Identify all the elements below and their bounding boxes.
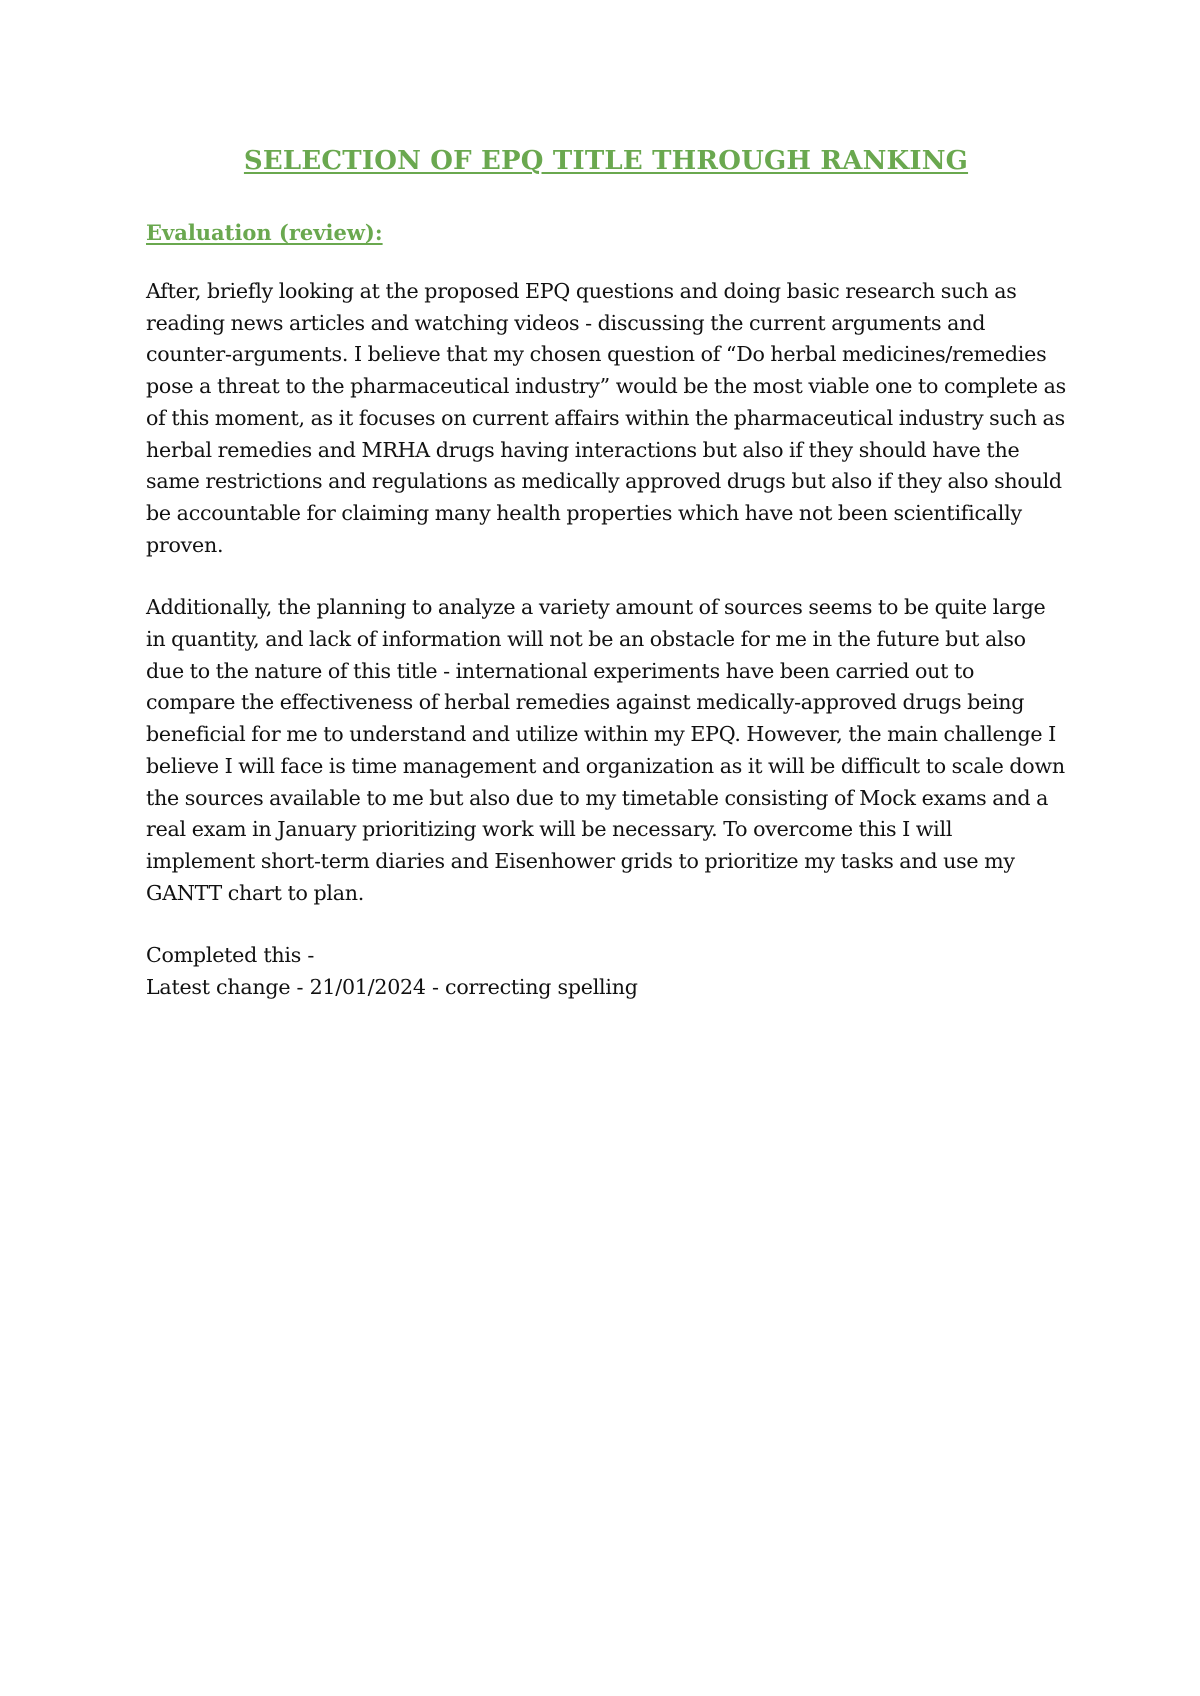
paragraph-1: After, briefly looking at the proposed EPQ questions and doing basic research such as reading news articles and watching videos - discussing the current arguments and counter-arguments. I believe that my chosen question of “Do herbal medicines/remedies pose a threat to the pharmaceutical industry” would be the most viable one to complete as of this moment, as it focuses on current affairs within the pharmaceutical industry such as herbal remedies and MRHA drugs having interactions but also if they should have the same restrictions and regulations as medically approved drugs but also if they also should be accountable for claiming many health properties which have not been scientifically proven. [146, 279, 1066, 557]
status-notes [146, 940, 1066, 1003]
latest-change-line: Latest change - 21/01/2024 - correcting spelling [146, 975, 638, 1000]
completed-line: Completed this - [146, 943, 315, 968]
document-content [146, 146, 1066, 1004]
section-heading-evaluation: Evaluation (review): [146, 220, 383, 245]
paragraph-2: Additionally, the planning to analyze a variety amount of sources seems to be quite large in quantity, and lack of information will not be an obstacle for me in the future but also due to the nature of this title - international experiments have been carried out to compare the effectiveness of herbal remedies against medically-approved drugs being beneficial for me to understand and utilize within my EPQ. However, the main challenge I believe I will face is time management and organization as it will be difficult to scale down the sources available to me but also due to my timetable consisting of Mock exams and a real exam in January prioritizing work will be necessary. To overcome this I will implement short-term diaries and Eisenhower grids to prioritize my tasks and use my GANTT chart to plan. [146, 595, 1065, 905]
document-title: SELECTION OF EPQ TITLE THROUGH RANKING [243, 146, 969, 176]
